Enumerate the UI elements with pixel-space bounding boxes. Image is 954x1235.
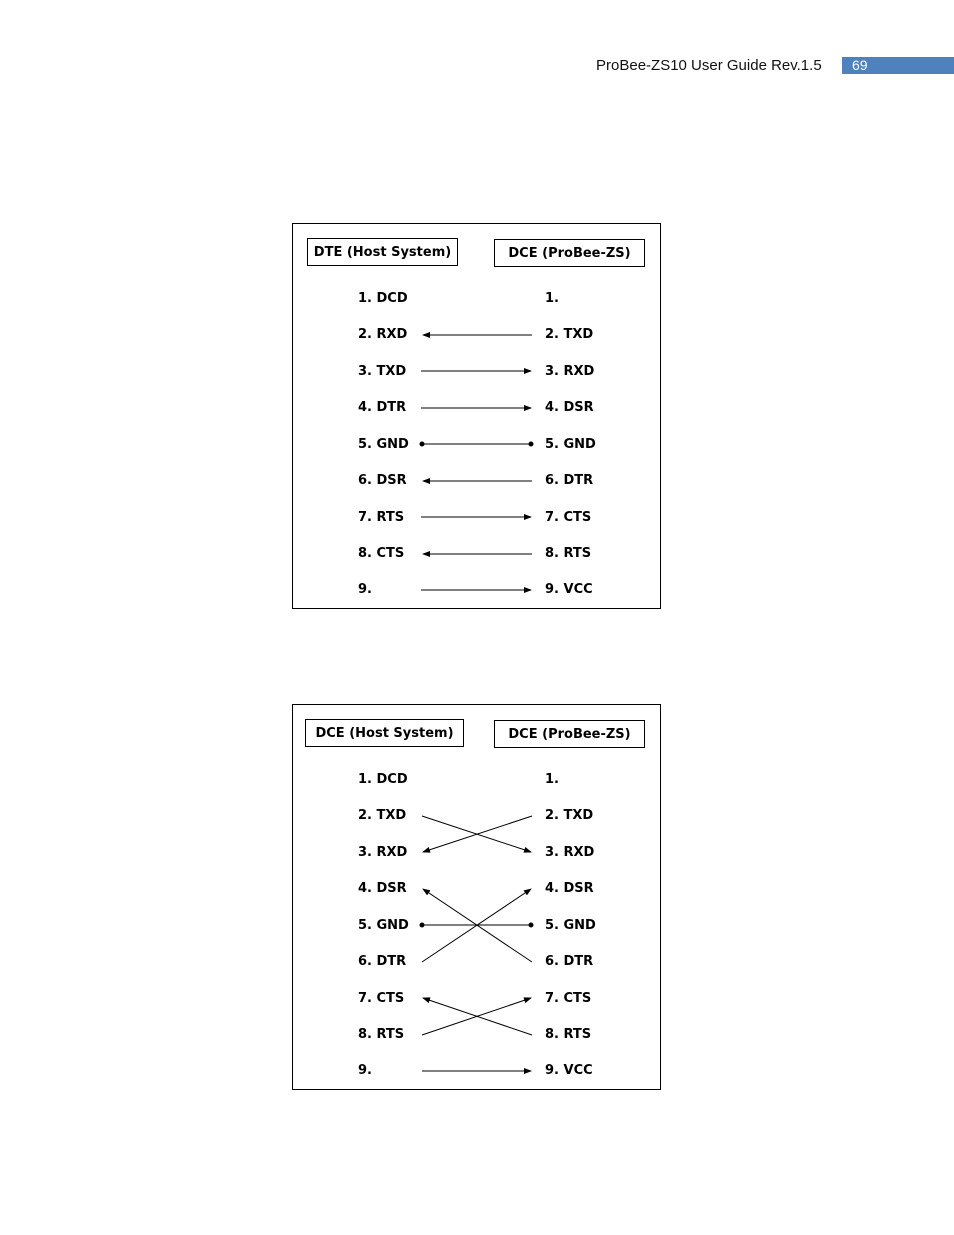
right-pin: 6. DTR (545, 473, 594, 488)
connection-lines (293, 224, 660, 608)
left-pin: 8. CTS (358, 546, 405, 561)
right-device-label: DCE (ProBee-ZS) (494, 239, 645, 267)
right-pin: 6. DTR (545, 954, 594, 969)
right-device-label: DCE (ProBee-ZS) (494, 720, 645, 748)
left-pin: 4. DTR (358, 400, 407, 415)
left-pin: 6. DTR (358, 954, 407, 969)
left-pin: 9. (358, 1063, 372, 1078)
right-pin: 1. (545, 772, 559, 787)
right-pin: 7. CTS (545, 510, 592, 525)
right-pin: 5. GND (545, 437, 596, 452)
left-pin: 5. GND (358, 918, 409, 933)
left-pin: 8. RTS (358, 1027, 405, 1042)
left-pin: 2. RXD (358, 327, 408, 342)
left-pin: 3. TXD (358, 364, 407, 379)
right-pin: 2. TXD (545, 327, 594, 342)
wiring-diagram-dte (292, 223, 661, 609)
right-pin: 3. RXD (545, 364, 595, 379)
page-number-badge: 69 (842, 57, 954, 74)
left-pin: 1. DCD (358, 772, 408, 787)
left-pin: 3. RXD (358, 845, 408, 860)
right-pin: 7. CTS (545, 991, 592, 1006)
left-pin: 1. DCD (358, 291, 408, 306)
left-pin: 2. TXD (358, 808, 407, 823)
right-pin: 8. RTS (545, 546, 592, 561)
left-pin: 4. DSR (358, 881, 407, 896)
right-pin: 4. DSR (545, 400, 594, 415)
document-title: ProBee-ZS10 User Guide Rev.1.5 (596, 57, 822, 74)
left-pin: 7. RTS (358, 510, 405, 525)
right-pin: 9. VCC (545, 582, 593, 597)
wiring-diagram-dce (292, 704, 661, 1090)
right-pin: 2. TXD (545, 808, 594, 823)
gnd-dot-right (529, 923, 534, 928)
gnd-dot-left (420, 442, 425, 447)
right-pin: 5. GND (545, 918, 596, 933)
gnd-dot-right (529, 442, 534, 447)
right-pin: 4. DSR (545, 881, 594, 896)
right-pin: 3. RXD (545, 845, 595, 860)
left-pin: 9. (358, 582, 372, 597)
left-pin: 6. DSR (358, 473, 407, 488)
connection-lines (293, 705, 660, 1089)
right-pin: 8. RTS (545, 1027, 592, 1042)
left-pin: 7. CTS (358, 991, 405, 1006)
right-pin: 1. (545, 291, 559, 306)
gnd-dot-left (420, 923, 425, 928)
left-device-label: DCE (Host System) (305, 719, 464, 747)
left-device-label: DTE (Host System) (307, 238, 458, 266)
right-pin: 9. VCC (545, 1063, 593, 1078)
left-pin: 5. GND (358, 437, 409, 452)
